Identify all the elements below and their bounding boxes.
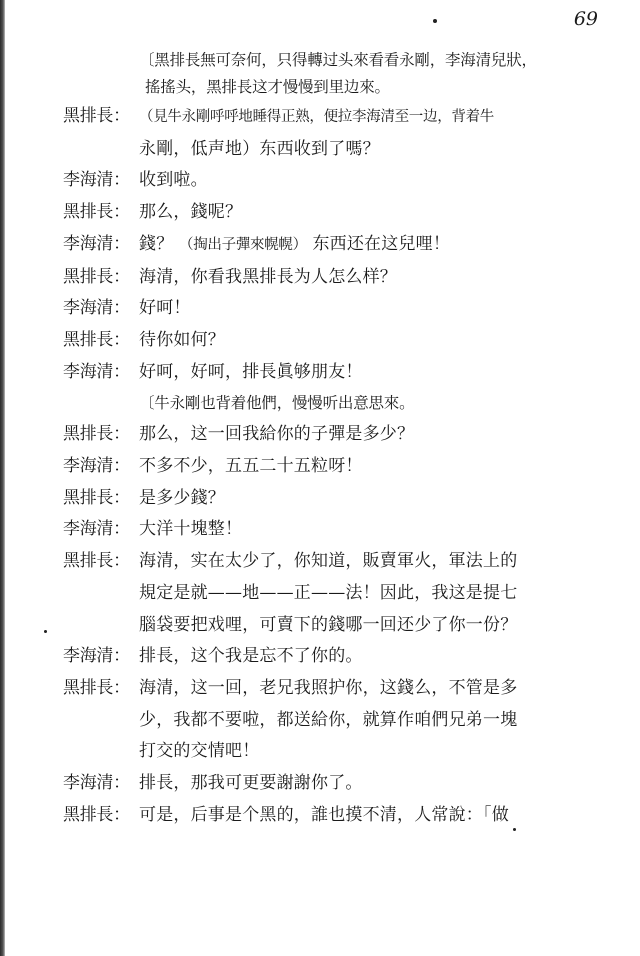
speech-line: 排長，这个我是忘不了你的。 [139,646,363,667]
speech-text [139,800,618,832]
speaker-name: 黑排長： [63,424,130,445]
speech-text [139,483,618,515]
speech-text [139,451,618,483]
dialogue-line [63,357,618,389]
speech-text [139,229,618,262]
speaker-name: 李海清： [63,456,130,477]
stage-direction-line: 〔黑排長無可奈何，只得轉过头來看看永剛，李海清兒狀， [139,51,537,69]
speaker-name: 黑排長： [63,106,130,126]
speech-text: 那么，錢呢？ [139,202,243,223]
speech-text [139,101,618,165]
speech-line: 打交的交情吧！ [139,741,260,762]
speech-text: 收到啦。 [139,170,208,191]
speaker-name: 李海清： [63,519,130,540]
parenthetical: （見牛永剛呼呼地睡得正熟，便拉李海清至一边，背着牛 [139,109,494,125]
speech-text: 好呵！ [139,298,191,319]
dialogue-line [63,325,618,357]
speaker-name: 黑排長： [63,266,130,287]
dialogue-line [63,197,618,229]
speech-line: 排長，那我可更要謝謝你了。 [139,773,363,794]
opening-stage-direction [63,47,618,101]
mid-stage-direction: 〔牛永剛也背着他們，慢慢听出意思來。 [139,394,415,413]
speech-line: 規定是就——地——正——法！因此，我这是提七 [139,582,518,603]
dialogue-line [63,293,618,325]
stage-direction-line: 搖搖头，黑排長这才慢慢到里边來。 [145,78,390,96]
speaker-name: 李海清： [63,233,130,254]
dialogue-line [63,262,618,294]
speech-text: 好呵，好呵，排長眞够朋友！ [139,361,363,382]
speech-continuation: 永剛，低声地）东西收到了嗎？ [139,138,380,159]
parenthetical: （掏出子彈來幌幌） [179,236,307,253]
speaker-name: 李海清： [63,298,130,319]
speech-line: 是多少錢？ [139,487,225,508]
dialogue-line [63,419,618,451]
dialogue-line [63,768,618,800]
ink-speck [44,630,47,633]
speech-line: 大洋十塊整！ [139,519,243,540]
speech-text [139,514,618,546]
speech-text [139,641,618,673]
speech-line: 那么，这一回我給你的子彈是多少？ [139,424,415,445]
speaker-name: 黑排長： [63,487,130,508]
speaker-name: 李海清： [63,646,130,667]
speaker-name: 黑排長： [63,677,130,698]
dialogue-line [63,673,618,768]
speaker-name: 黑排長： [63,551,130,572]
dialogue-line [63,641,618,673]
speech-line: 少，我都不要啦，都送給你，就算作咱們兄弟一塊 [139,709,518,730]
speech-text: 待你如何？ [139,329,225,350]
speaker-name: 黑排長： [63,329,130,350]
speech-text [139,768,618,800]
dialogue-line [63,800,618,832]
speaker-name: 李海清： [63,773,130,794]
speech-line: 可是，后事是个黑的，誰也摸不清，人常說：「做 [139,804,509,825]
speech-line: 腦袋要把戏哩，可賣下的錢哪一回还少了你一份？ [139,614,518,635]
dialogue-line [63,451,618,483]
page-number: 69 [573,8,598,30]
speech-line: 海清，这一回，老兄我照护你，这錢么，不管是多 [139,677,518,698]
dialogue-line [63,514,618,546]
speech-text: 海清，你看我黑排長为人怎么样？ [139,266,397,287]
speech-line: 海清，实在太少了，你知道，販賣軍火，軍法上的 [139,551,518,572]
page-body [63,47,618,831]
speaker-name: 黑排長： [63,202,130,223]
speech-text [139,546,618,641]
speaker-name: 李海清： [63,361,130,382]
dialogue-line [63,229,618,262]
dialogue-line [63,483,618,515]
speech-line: 不多不少，五五二十五粒呀！ [139,456,363,477]
speaker-name: 黑排長： [63,804,130,825]
speech-fragment: 东西还在这兒哩！ [312,233,451,254]
dialogue-line [63,165,618,197]
dialogue-line [63,546,618,641]
dialogue-line [63,101,618,165]
speech-text [139,673,618,768]
speech-text [139,419,618,451]
book-spine-edge [0,0,5,956]
ink-speck [433,19,437,23]
speech-fragment: 錢？ [139,233,174,254]
speaker-name: 李海清： [63,170,130,191]
